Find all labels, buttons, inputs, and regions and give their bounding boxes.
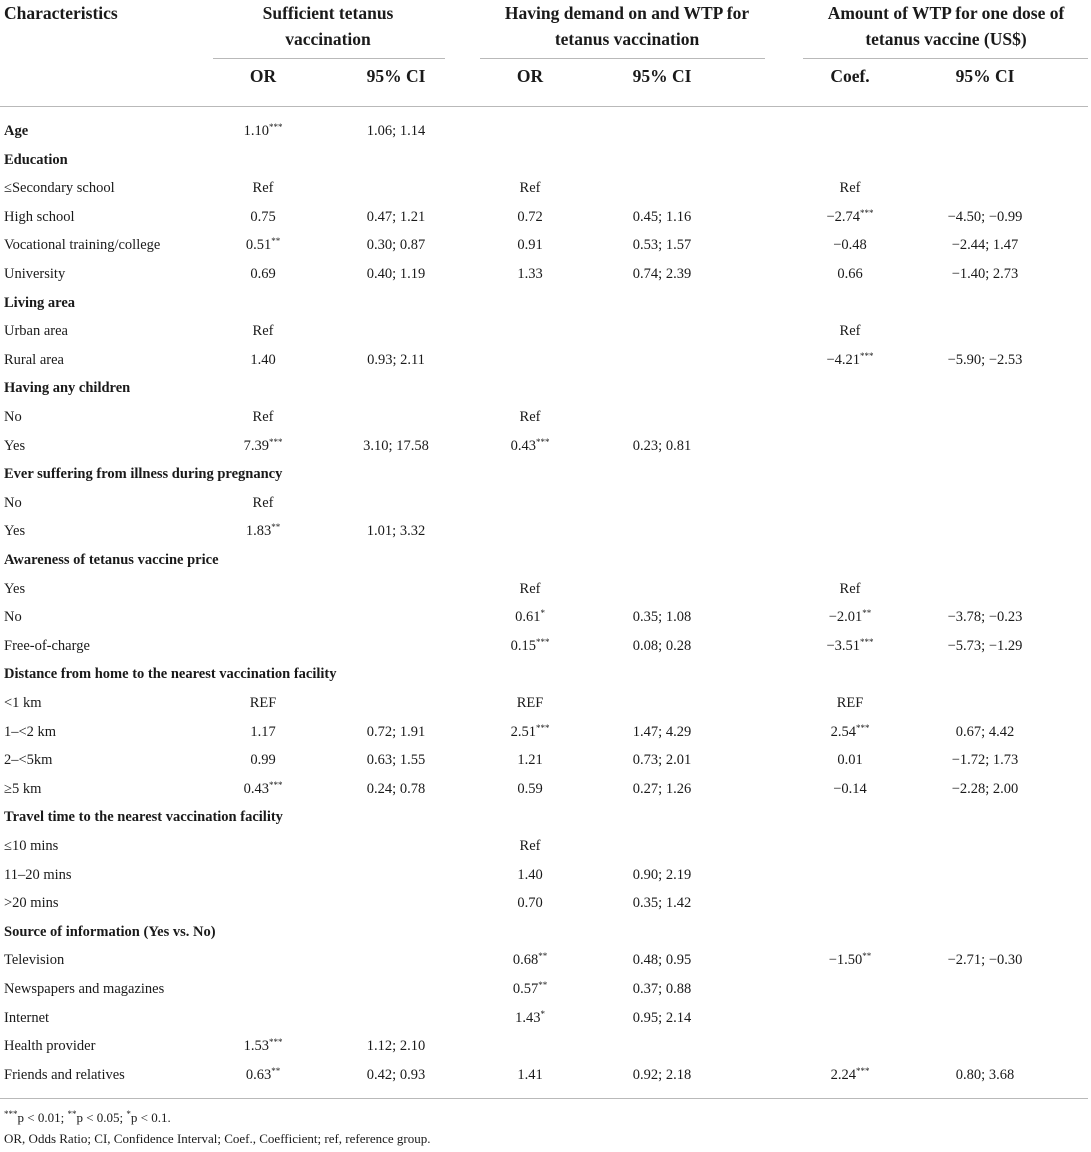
section-row [0,146,1091,174]
row-label: Vocational training/college [4,237,161,254]
table-row [0,1061,1091,1089]
subheader-coef: Coef. [830,66,870,86]
cell-col3: REF [516,695,544,711]
cell-col2: 0.63; 1.55 [366,752,426,769]
cell-col6: −1.72; 1.73 [951,752,1019,769]
header-demand-wtp: Having demand on and WTP for tetanus vaccination [504,3,750,49]
cell-col5: Ref [839,323,861,340]
cell-col5: 2.54*** [830,722,870,740]
cell-col3: Ref [519,180,541,197]
table-row [0,632,1091,660]
cell-col6: −5.73; −1.29 [947,637,1023,654]
cell-col5: −1.50** [828,951,872,969]
row-label: Yes [4,580,26,597]
cell-col5: −4.21*** [826,350,874,368]
cell-col4: 0.48; 0.95 [632,952,692,969]
section-label: Ever suffering from illness during pregnancy [4,466,283,483]
row-label: University [4,266,66,282]
table-row [0,889,1091,917]
table-row [0,775,1091,803]
row-label: <1 km [4,695,42,711]
cell-col6: −3.78; −0.23 [947,609,1023,626]
cell-col5: REF [836,695,864,711]
subheader-ci-2: 95% CI [632,66,692,86]
group1-underline [213,58,445,59]
cell-col1: Ref [252,494,274,511]
section-row [0,546,1091,574]
cell-col2: 0.24; 0.78 [366,780,426,797]
cell-col1: 0.75 [250,208,276,225]
table-row [0,861,1091,889]
cell-col1: Ref [252,409,274,425]
cell-col6: −2.28; 2.00 [951,780,1019,797]
table-row [0,575,1091,603]
cell-col1: 0.43*** [243,779,283,797]
cell-col4: 0.45; 1.16 [632,208,692,225]
cell-col3: 2.51*** [510,722,550,740]
cell-col1: 7.39*** [243,436,283,454]
cell-col1: Ref [252,180,274,197]
row-label: ≤10 mins [4,838,59,854]
section-label: Awareness of tetanus vaccine price [4,552,219,568]
cell-col4: 0.35; 1.42 [632,895,692,912]
cell-col5: Ref [839,180,861,197]
table-row [0,317,1091,345]
row-label: Urban area [4,323,68,340]
cell-col3: 1.41 [517,1066,543,1083]
cell-col2: 1.01; 3.32 [366,523,426,540]
cell-col1: 0.69 [250,266,276,282]
cell-col3: 0.91 [517,237,543,254]
cell-col3: 0.72 [517,208,543,225]
table-row [0,832,1091,860]
section-label: Age [4,123,29,139]
row-label: No [4,609,22,626]
cell-col1: 1.17 [250,723,276,740]
row-label: Television [4,952,65,969]
row-label: Friends and relatives [4,1066,125,1083]
row-label: Free-of-charge [4,637,90,654]
header-characteristics: Characteristics [4,3,118,23]
section-row [0,460,1091,488]
table-row [0,603,1091,631]
cell-col3: 1.33 [517,266,543,282]
row-label: 1–<2 km [4,723,57,740]
footnote-significance: ***p < 0.01; **p < 0.05; *p < 0.1. [4,1109,171,1125]
row-label: >20 mins [4,895,59,912]
row-label: No [4,409,22,425]
cell-col3: Ref [519,409,541,425]
cell-col3: 1.43* [515,1008,545,1026]
table-row [0,975,1091,1003]
table-row [0,432,1091,460]
cell-col1: 1.10*** [243,122,283,139]
cell-col5: −3.51*** [826,636,874,654]
header-bottom-rule [0,106,1088,107]
row-label: 11–20 mins [4,866,72,883]
section-label: Living area [4,294,76,311]
cell-col1: REF [249,695,277,711]
subheader-or-1: OR [249,66,277,86]
section-row [0,660,1091,688]
cell-col5: 0.01 [837,752,863,769]
cell-col4: 1.47; 4.29 [632,723,692,740]
table-row [0,346,1091,374]
section-label: Travel time to the nearest vaccination facility [4,809,283,826]
cell-col4: 0.74; 2.39 [632,266,692,282]
group3-underline [803,58,1088,59]
cell-col6: −1.40; 2.73 [951,266,1019,282]
table-row [0,174,1091,202]
section-row [0,803,1091,831]
row-label: Newspapers and magazines [4,981,165,997]
table-row [0,946,1091,974]
cell-col4: 0.73; 2.01 [632,752,692,769]
section-row [0,289,1091,317]
subheader-ci-1: 95% CI [366,66,426,86]
row-label: Yes [4,523,26,540]
table-bottom-rule [0,1098,1088,1099]
table-row [0,489,1091,517]
footnote-abbreviations: OR, Odds Ratio; CI, Confidence Interval; Coef., Coefficient; ref, reference group. [4,1131,431,1146]
cell-col2: 0.42; 0.93 [366,1066,426,1083]
cell-col2: 1.06; 1.14 [366,123,426,139]
cell-col2: 3.10; 17.58 [363,437,429,454]
cell-col4: 0.53; 1.57 [632,237,692,254]
cell-col5: 2.24*** [830,1065,870,1083]
row-label: Rural area [4,351,64,368]
row-label: ≥5 km [4,780,42,797]
cell-col5: −0.14 [833,780,867,797]
row-label: 2–<5km [4,752,53,769]
cell-col1: 0.99 [250,752,276,769]
section-label: Having any children [4,380,131,397]
cell-col6: −2.44; 1.47 [951,237,1019,254]
section-label: Education [4,151,68,168]
table-row [0,517,1091,545]
section-row [0,117,1091,145]
cell-col2: 0.47; 1.21 [366,208,426,225]
cell-col4: 0.35; 1.08 [632,609,692,626]
cell-col1: 1.40 [250,351,276,368]
cell-col3: Ref [519,838,541,854]
cell-col6: 0.80; 3.68 [955,1066,1015,1083]
cell-col4: 0.90; 2.19 [632,866,692,883]
table-row [0,746,1091,774]
table-row [0,718,1091,746]
cell-col4: 0.92; 2.18 [632,1066,692,1083]
cell-col2: 1.12; 2.10 [366,1038,426,1055]
cell-col5: −2.01** [828,608,872,626]
table-row [0,403,1091,431]
cell-col3: 0.68** [512,951,548,969]
cell-col1: 0.63** [245,1065,281,1083]
cell-col2: 0.72; 1.91 [366,723,426,740]
cell-col5: −2.74*** [826,207,874,225]
header-amount-wtp: Amount of WTP for one dose of tetanus vaccine (US$) [827,3,1065,49]
table-row [0,1004,1091,1032]
cell-col6: 0.67; 4.42 [955,723,1015,740]
row-label: Internet [4,1009,50,1026]
table-row [0,260,1091,288]
cell-col3: 1.21 [517,752,543,769]
cell-col5: 0.66 [837,266,863,282]
section-row [0,374,1091,402]
cell-col3: 0.43*** [510,436,550,454]
cell-col5: Ref [839,580,861,597]
cell-col3: Ref [519,580,541,597]
cell-col3: 0.61* [515,608,545,626]
subheader-or-2: OR [516,66,544,86]
cell-col3: 0.70 [517,895,543,912]
cell-col3: 0.57** [512,980,548,997]
subheader-ci-3: 95% CI [955,66,1015,86]
cell-col6: −4.50; −0.99 [947,208,1023,225]
table-row [0,689,1091,717]
cell-col4: 0.08; 0.28 [632,637,692,654]
cell-col1: Ref [252,323,274,340]
cell-col4: 0.27; 1.26 [632,780,692,797]
cell-col3: 0.15*** [510,636,550,654]
row-label: No [4,494,22,511]
cell-col2: 0.40; 1.19 [366,266,426,282]
cell-col3: 0.59 [517,780,543,797]
cell-col3: 1.40 [517,866,543,883]
cell-col2: 0.30; 0.87 [366,237,426,254]
row-label: ≤Secondary school [4,180,115,197]
row-label: High school [4,208,75,225]
table-row [0,231,1091,259]
cell-col2: 0.93; 2.11 [367,351,425,368]
cell-col1: 1.53*** [243,1037,283,1055]
cell-col1: 0.51** [245,236,281,254]
cell-col4: 0.23; 0.81 [632,437,692,454]
section-label: Source of information (Yes vs. No) [4,923,216,940]
header-sufficient-vaccination: Sufficient tetanus vaccination [262,3,394,49]
group2-underline [480,58,765,59]
cell-col1: 1.83** [245,522,281,540]
cell-col6: −5.90; −2.53 [947,351,1023,368]
cell-col4: 0.95; 2.14 [632,1009,692,1026]
table-row [0,1032,1091,1060]
cell-col5: −0.48 [833,237,867,254]
row-label: Health provider [4,1038,96,1055]
cell-col6: −2.71; −0.30 [947,952,1023,969]
table-row [0,203,1091,231]
row-label: Yes [4,437,26,454]
section-label: Distance from home to the nearest vaccination facility [4,666,337,683]
section-row [0,918,1091,946]
cell-col4: 0.37; 0.88 [632,981,692,997]
